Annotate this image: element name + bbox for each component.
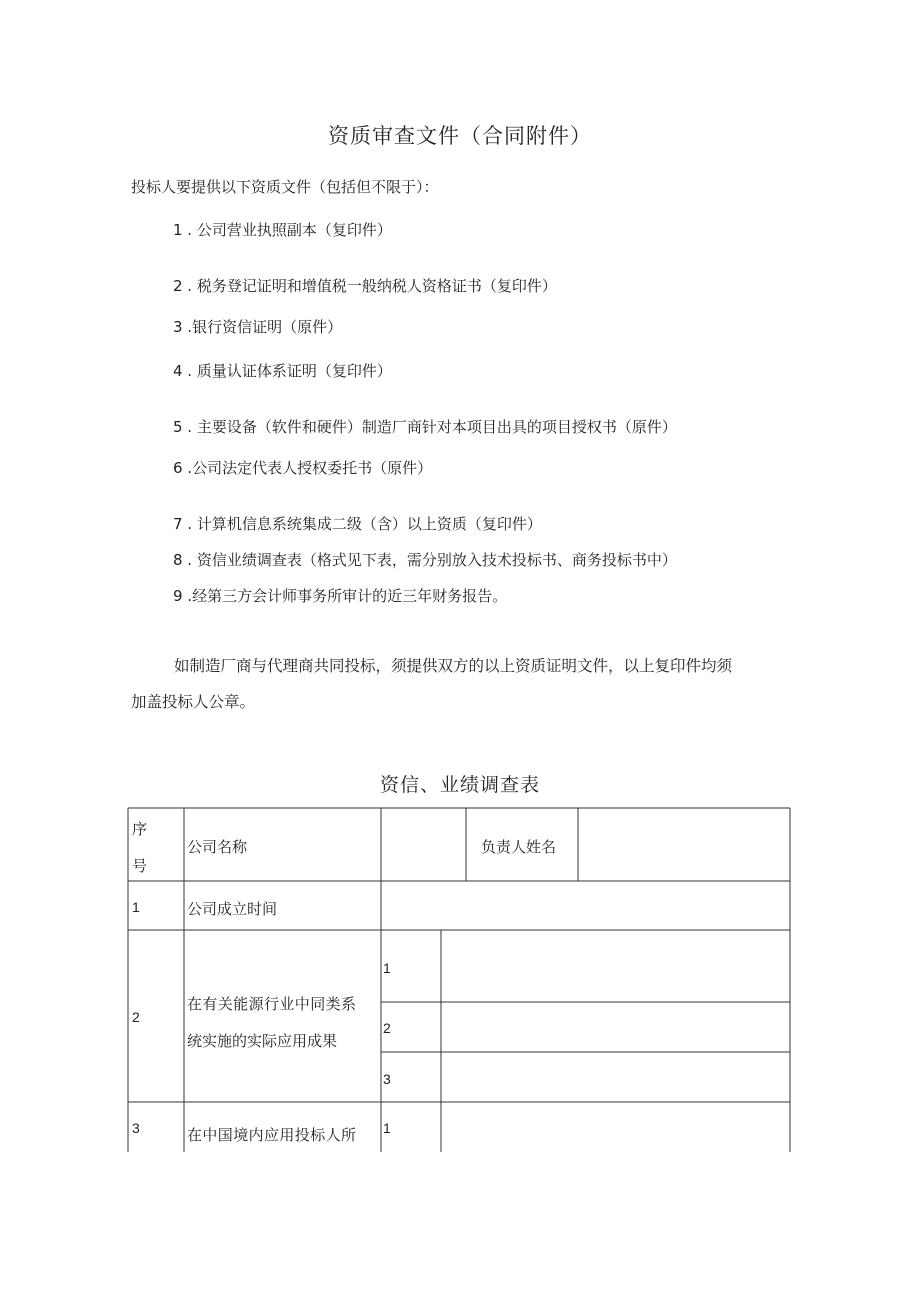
row-1-number: 1 [132,899,140,915]
row-2-sub-1: 1 [383,960,391,976]
requirement-item-2: 2 . 税务登记证明和增值税一般纳税人资格证书（复印件） [173,277,557,295]
note-line-1: 如制造厂商与代理商共同投标，须提供双方的以上资质证明文件，以上复印件均须 [174,657,733,675]
requirement-item-8: 8 . 资信业绩调查表（格式见下表，需分别放入技术投标书、商务投标书中） [173,551,677,569]
application-results-label-line-2: 统实施的实际应用成果 [187,1032,338,1050]
application-results-label-line-1: 在有关能源行业中同类系 [187,995,357,1013]
founding-date-label: 公司成立时间 [187,900,278,918]
note-line-2: 加盖投标人公章。 [131,693,256,711]
row-2-number: 2 [132,1009,140,1025]
person-in-charge-label: 负责人姓名 [481,838,557,856]
requirement-item-3: 3 .银行资信证明（原件） [173,318,343,336]
company-name-label: 公司名称 [187,838,248,856]
row-3-sub-1: 1 [383,1120,391,1136]
row-2-sub-2: 2 [383,1020,391,1036]
requirement-item-7: 7 . 计算机信息系统集成二级（含）以上资质（复印件） [173,515,542,533]
table-title: 资信、业绩调查表 [379,774,540,796]
intro-text: 投标人要提供以下资质文件（包括但不限于）： [131,178,439,196]
requirement-item-1: 1 . 公司营业执照副本（复印件） [173,221,392,239]
requirement-item-9: 9 .经第三方会计师事务所审计的近三年财务报告。 [173,587,508,605]
seq-header-line-2: 号 [132,857,148,875]
requirement-item-6: 6 .公司法定代表人授权委托书（原件） [173,459,433,477]
domestic-application-label: 在中国境内应用投标人所 [187,1126,357,1144]
row-3-number: 3 [132,1120,140,1136]
seq-header-line-1: 序 [132,820,148,838]
requirement-item-4: 4 . 质量认证体系证明（复印件） [173,362,392,380]
document-title: 资质审查文件（合同附件） [328,124,592,148]
row-2-sub-3: 3 [383,1071,391,1087]
requirement-item-5: 5 . 主要设备（软件和硬件）制造厂商针对本项目出具的项目授权书（原件） [173,418,677,436]
